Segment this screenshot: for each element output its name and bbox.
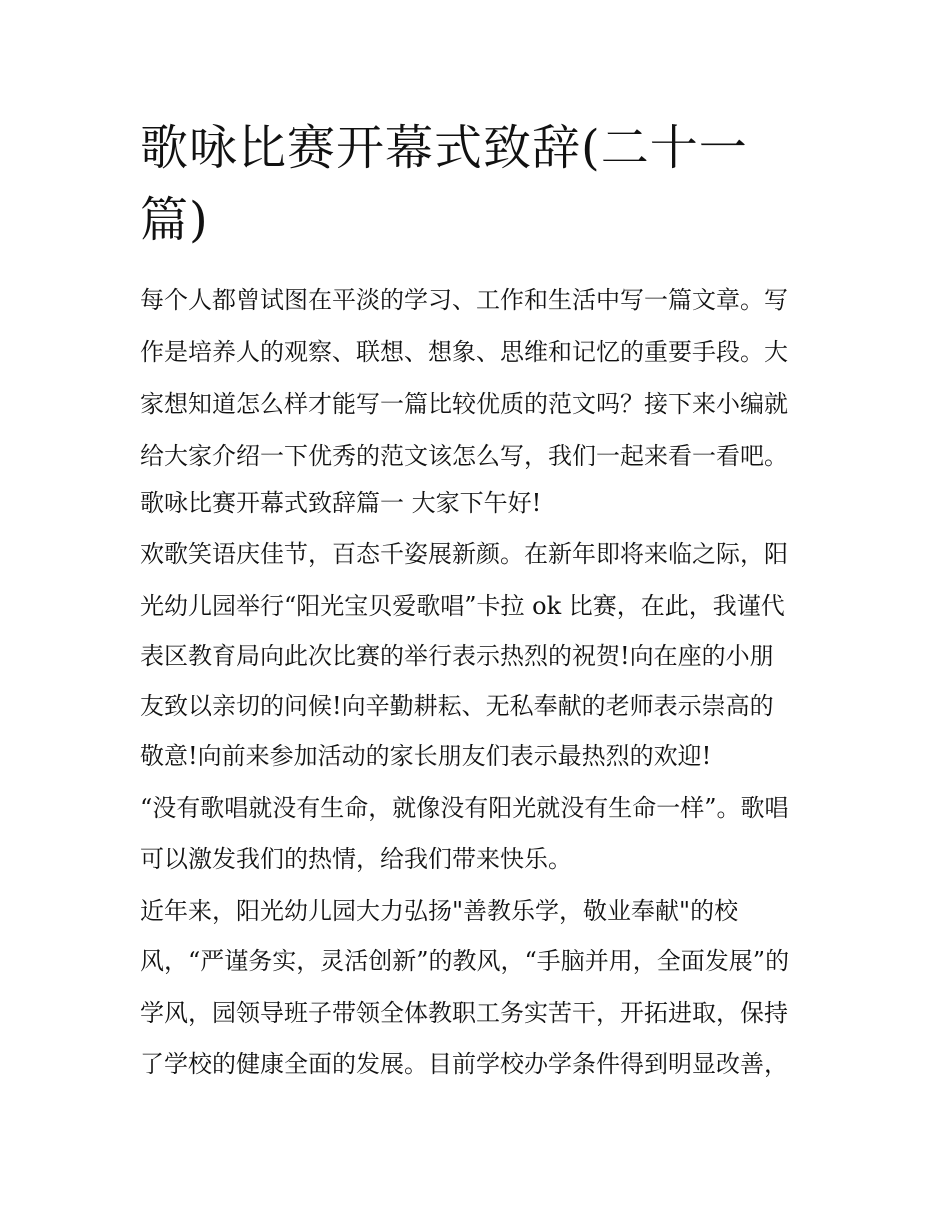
title-line-1: 歌咏比赛开幕式致辞(二十一: [140, 120, 748, 176]
body-line: 表区教育局向此次比赛的举行表示热烈的祝贺!向在座的小朋: [140, 642, 774, 670]
body-line: 了学校的健康全面的发展。目前学校办学条件得到明显改善，: [140, 1050, 788, 1078]
body-line: 友致以亲切的问候!向辛勤耕耘、无私奉献的老师表示崇高的: [140, 692, 774, 720]
body-line: 作是培养人的观察、联想、想象、思维和记忆的重要手段。大: [140, 338, 788, 366]
section-heading-line: 歌咏比赛开幕式致辞篇一 大家下午好!: [140, 489, 542, 517]
body-line: 可以激发我们的热情，给我们带来快乐。: [140, 845, 572, 873]
document-title: [140, 112, 820, 256]
title-line-2: 篇): [140, 192, 209, 248]
body-line: 风，“严谨务实，灵活创新”的教风，“手脑并用，全面发展”的: [140, 947, 790, 975]
body-line: “没有歌唱就没有生命，就像没有阳光就没有生命一样”。歌唱: [140, 794, 789, 822]
body-line: 学风，园领导班子带领全体教职工务实苦干，开拓进取，保持: [140, 999, 788, 1027]
body-line: 敬意!向前来参加活动的家长朋友们表示最热烈的欢迎!: [140, 742, 712, 770]
body-line: 欢歌笑语庆佳节，百态千姿展新颜。在新年即将来临之际，阳: [140, 540, 788, 568]
body-line: 给大家介绍一下优秀的范文该怎么写，我们一起来看一看吧。: [140, 442, 788, 470]
body-line: 光幼儿园举行“阳光宝贝爱歌唱”卡拉 ok 比赛，在此，我谨代: [140, 592, 785, 620]
body-line: 近年来，阳光幼儿园大力弘扬"善教乐学，敬业奉献"的校: [140, 897, 739, 925]
body-line: 家想知道怎么样才能写一篇比较优质的范文吗？接下来小编就: [140, 390, 788, 418]
body-line: 每个人都曾试图在平淡的学习、工作和生活中写一篇文章。写: [140, 286, 788, 314]
